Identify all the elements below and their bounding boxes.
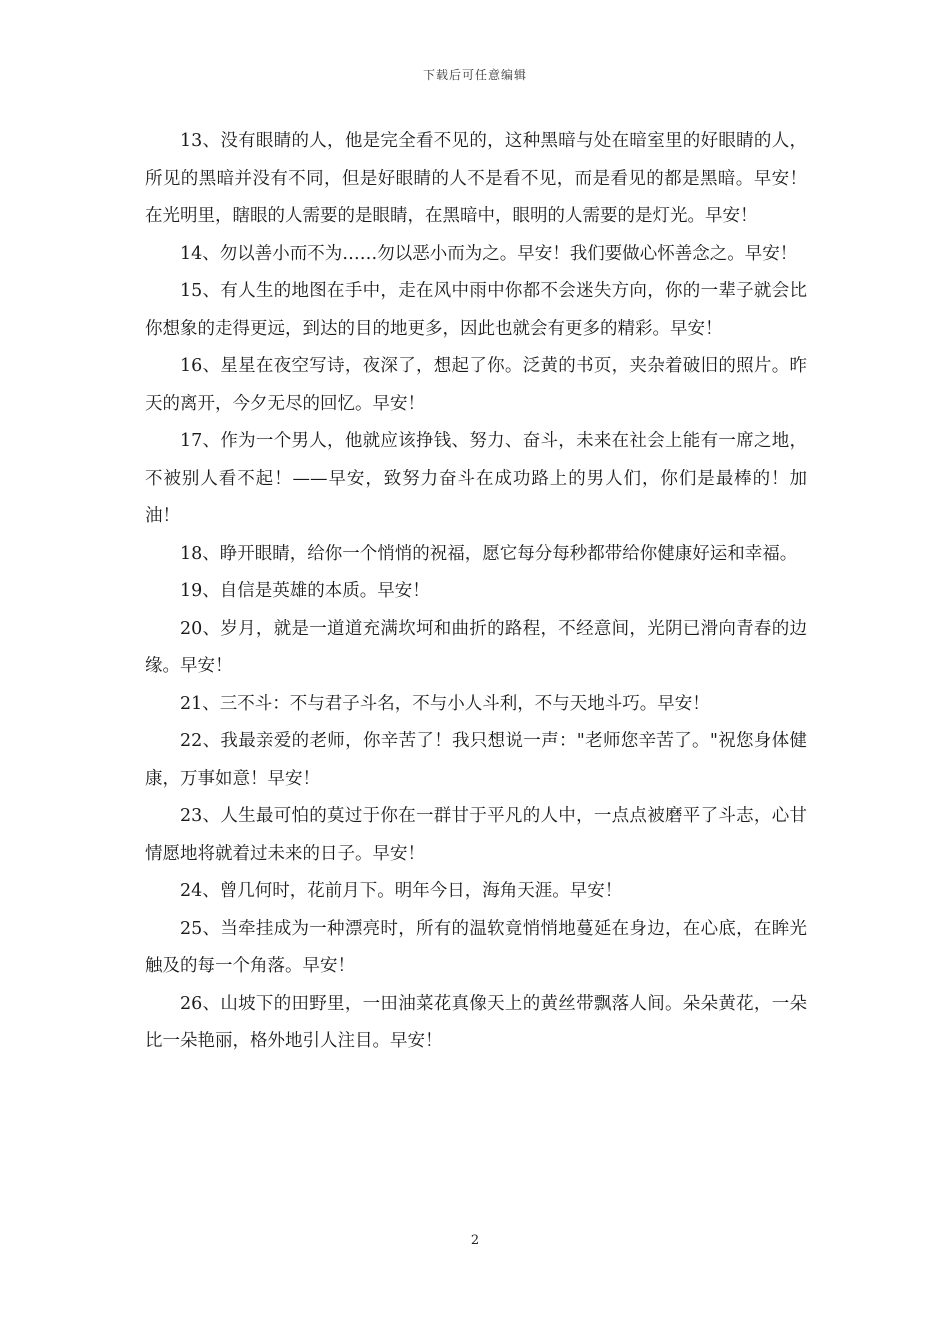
paragraph-17: 17、作为一个男人，他就应该挣钱、努力、奋斗，未来在社会上能有一席之地，不被别人看不起！——早安，致努力奋斗在成功路上的男人们，你们是最棒的！加油！ [145, 431, 807, 526]
paragraph-15: 15、有人生的地图在手中，走在风中雨中你都不会迷失方向，你的一辈子就会比你想象的走得更远，到达的目的地更多，因此也就会有更多的精彩。早安！ [145, 281, 807, 339]
paragraph-23: 23、人生最可怕的莫过于你在一群甘于平凡的人中，一点点被磨平了斗志，心甘情愿地将就着过未来的日子。早安！ [145, 806, 807, 864]
paragraph-22: 22、我最亲爱的老师，你辛苦了！我只想说一声："老师您辛苦了。"祝您身体健康，万事如意！早安！ [145, 731, 807, 789]
paragraph-20: 20、岁月，就是一道道充满坎坷和曲折的路程，不经意间，光阴已滑向青春的边缘。早安！ [145, 618, 807, 676]
paragraph-25: 25、当牵挂成为一种漂亮时，所有的温软竟悄悄地蔓延在身边，在心底，在眸光触及的每一个角落。早安！ [145, 918, 807, 976]
paragraph-13: 13、没有眼睛的人，他是完全看不见的，这种黑暗与处在暗室里的好眼睛的人，所见的黑暗并没有不同，但是好眼睛的人不是看不见，而是看见的都是黑暗。早安！在光明里，瞎眼的人需要的是眼睛，在黑暗中，眼明的人需要的是灯光。早安！ [145, 131, 807, 226]
paragraph-18: 18、睁开眼睛，给你一个悄悄的祝福，愿它每分每秒都带给你健康好运和幸福。 [180, 543, 798, 564]
page-number: 2 [470, 1233, 480, 1248]
paragraph-14: 14、勿以善小而不为……勿以恶小而为之。早安！我们要做心怀善念之。早安！ [180, 243, 798, 264]
paragraph-16: 16、星星在夜空写诗，夜深了，想起了你。泛黄的书页，夹杂着破旧的照片。昨天的离开，今夕无尽的回忆。早安！ [145, 356, 807, 414]
paragraph-26: 26、山坡下的田野里，一田油菜花真像天上的黄丝带飘落人间。朵朵黄花，一朵比一朵艳丽，格外地引人注目。早安！ [145, 993, 807, 1051]
paragraph-19: 19、自信是英雄的本质。早安！ [180, 581, 430, 601]
page-header: 下载后可任意编辑 [422, 68, 527, 82]
paragraph-24: 24、曾几何时，花前月下。明年今日，海角天涯。早安！ [180, 881, 623, 901]
document-body [145, 123, 807, 1061]
paragraph-21: 21、三不斗：不与君子斗名，不与小人斗利，不与天地斗巧。早安！ [180, 693, 710, 714]
